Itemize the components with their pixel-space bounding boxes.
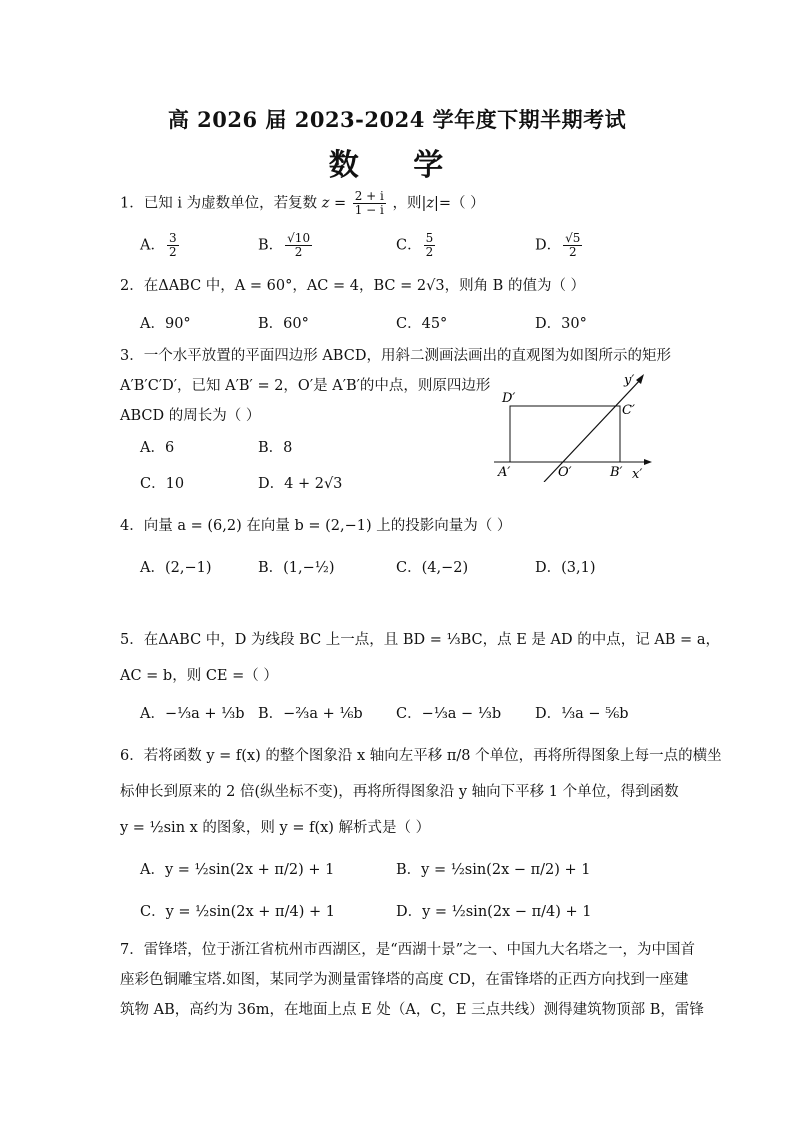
q3-option-a: A．6 bbox=[140, 440, 175, 456]
q5-option-c: C．−⅓a − ⅓b bbox=[396, 706, 502, 722]
rectangle bbox=[510, 406, 620, 462]
label-a: A′ bbox=[498, 465, 511, 480]
q5-option-d: D．⅓a − ⅚b bbox=[535, 706, 629, 722]
q7-line-1: 7．雷锋塔，位于浙江省杭州市西湖区，是“西湖十景”之一、中国九大名塔之一，为中国首 bbox=[120, 942, 696, 958]
q7-line-3: 筑物 AB，高约为 36m，在地面上点 E 处（A，C，E 三点共线）测得建筑物顶部 B，雷锋 bbox=[120, 1002, 704, 1018]
q2-option-a: A．90° bbox=[140, 316, 191, 332]
q4-option-b: B．(1,−½) bbox=[258, 560, 335, 576]
x-axis-arrow bbox=[644, 459, 652, 465]
q3-line-2: A′B′C′D′，已知 A′B′ = 2，O′是 A′B′的中点，则原四边形 bbox=[120, 378, 491, 394]
q6-option-b: B．y = ½sin(2x − π/2) + 1 bbox=[396, 862, 591, 878]
q6-option-c: C．y = ½sin(2x + π/4) + 1 bbox=[140, 904, 335, 920]
q3-line-1: 3．一个水平放置的平面四边形 ABCD，用斜二测画法画出的直观图为如图所示的矩形 bbox=[120, 348, 671, 364]
q5-option-a: A．−⅓a + ⅓b bbox=[140, 706, 245, 722]
q6-line-1: 6．若将函数 y = f(x) 的整个图象沿 x 轴向左平移 π/8 个单位，再将所得图象上每一点的横坐 bbox=[120, 748, 722, 764]
q2-stem: 2．在ΔABC 中，A = 60°，AC = 4，BC = 2√3，则角 B 的值为（ ） bbox=[120, 278, 586, 294]
q2-option-d: D．30° bbox=[535, 316, 587, 332]
q7-line-2: 座彩色铜雕宝塔.如图，某同学为测量雷锋塔的高度 CD，在雷锋塔的正西方向找到一座建 bbox=[120, 972, 689, 988]
exam-title: 高 2026 届 2023-2024 学年度下期半期考试 bbox=[167, 107, 627, 132]
q1-option-a: A． $\frac{3}{2}$ bbox=[140, 231, 177, 259]
label-x: x′ bbox=[632, 467, 643, 482]
q3-line-3: ABCD 的周长为（ ） bbox=[120, 408, 261, 424]
q4-stem: 4．向量 a = (6,2) 在向量 b = (2,−1) 上的投影向量为（ ） bbox=[120, 518, 512, 534]
q5-line-1: 5．在ΔABC 中，D 为线段 BC 上一点，且 BD = ⅓BC，点 E 是 AD 的中点，记 AB = a， bbox=[120, 632, 720, 648]
q4-option-d: D．(3,1) bbox=[535, 560, 596, 576]
q5-line-2: AC = b，则 CE =（ ） bbox=[120, 668, 278, 684]
label-d: D′ bbox=[502, 391, 516, 406]
label-y: y′ bbox=[624, 373, 635, 388]
q4-option-a: A．(2,−1) bbox=[140, 560, 212, 576]
q3-figure bbox=[494, 370, 654, 482]
q3-option-c: C．10 bbox=[140, 476, 185, 492]
label-c: C′ bbox=[622, 403, 635, 418]
q6-line-2: 标伸长到原来的 2 倍(纵坐标不变)，再将所得图象沿 y 轴向下平移 1 个单位，得到函数 bbox=[120, 784, 679, 800]
q3-option-b: B．8 bbox=[258, 440, 293, 456]
q1-stem: 1．已知 i 为虚数单位，若复数 z = $\frac{2 + i}{1 - i}$ ，则|z|=（ ） bbox=[120, 189, 485, 217]
q1-option-c: C． $\frac{5}{2}$ bbox=[396, 231, 434, 259]
q2-option-c: C．45° bbox=[396, 316, 448, 332]
q3-option-d: D．4 + 2√3 bbox=[258, 476, 343, 492]
q6-line-3: y = ½sin x 的图象，则 y = f(x) 解析式是（ ） bbox=[120, 820, 431, 836]
subject-title: 数 学 bbox=[328, 148, 466, 183]
q2-option-b: B．60° bbox=[258, 316, 309, 332]
q4-option-c: C．(4,−2) bbox=[396, 560, 469, 576]
q6-option-d: D．y = ½sin(2x − π/4) + 1 bbox=[396, 904, 592, 920]
label-o: O′ bbox=[558, 465, 572, 480]
label-b: B′ bbox=[610, 465, 623, 480]
q1-option-b: B． $\frac{√10}{2}$ bbox=[258, 231, 311, 259]
q5-option-b: B．−⅔a + ⅙b bbox=[258, 706, 363, 722]
q1-option-d: D． $\frac{√5}{2}$ bbox=[535, 231, 581, 259]
q6-option-a: A．y = ½sin(2x + π/2) + 1 bbox=[140, 862, 335, 878]
